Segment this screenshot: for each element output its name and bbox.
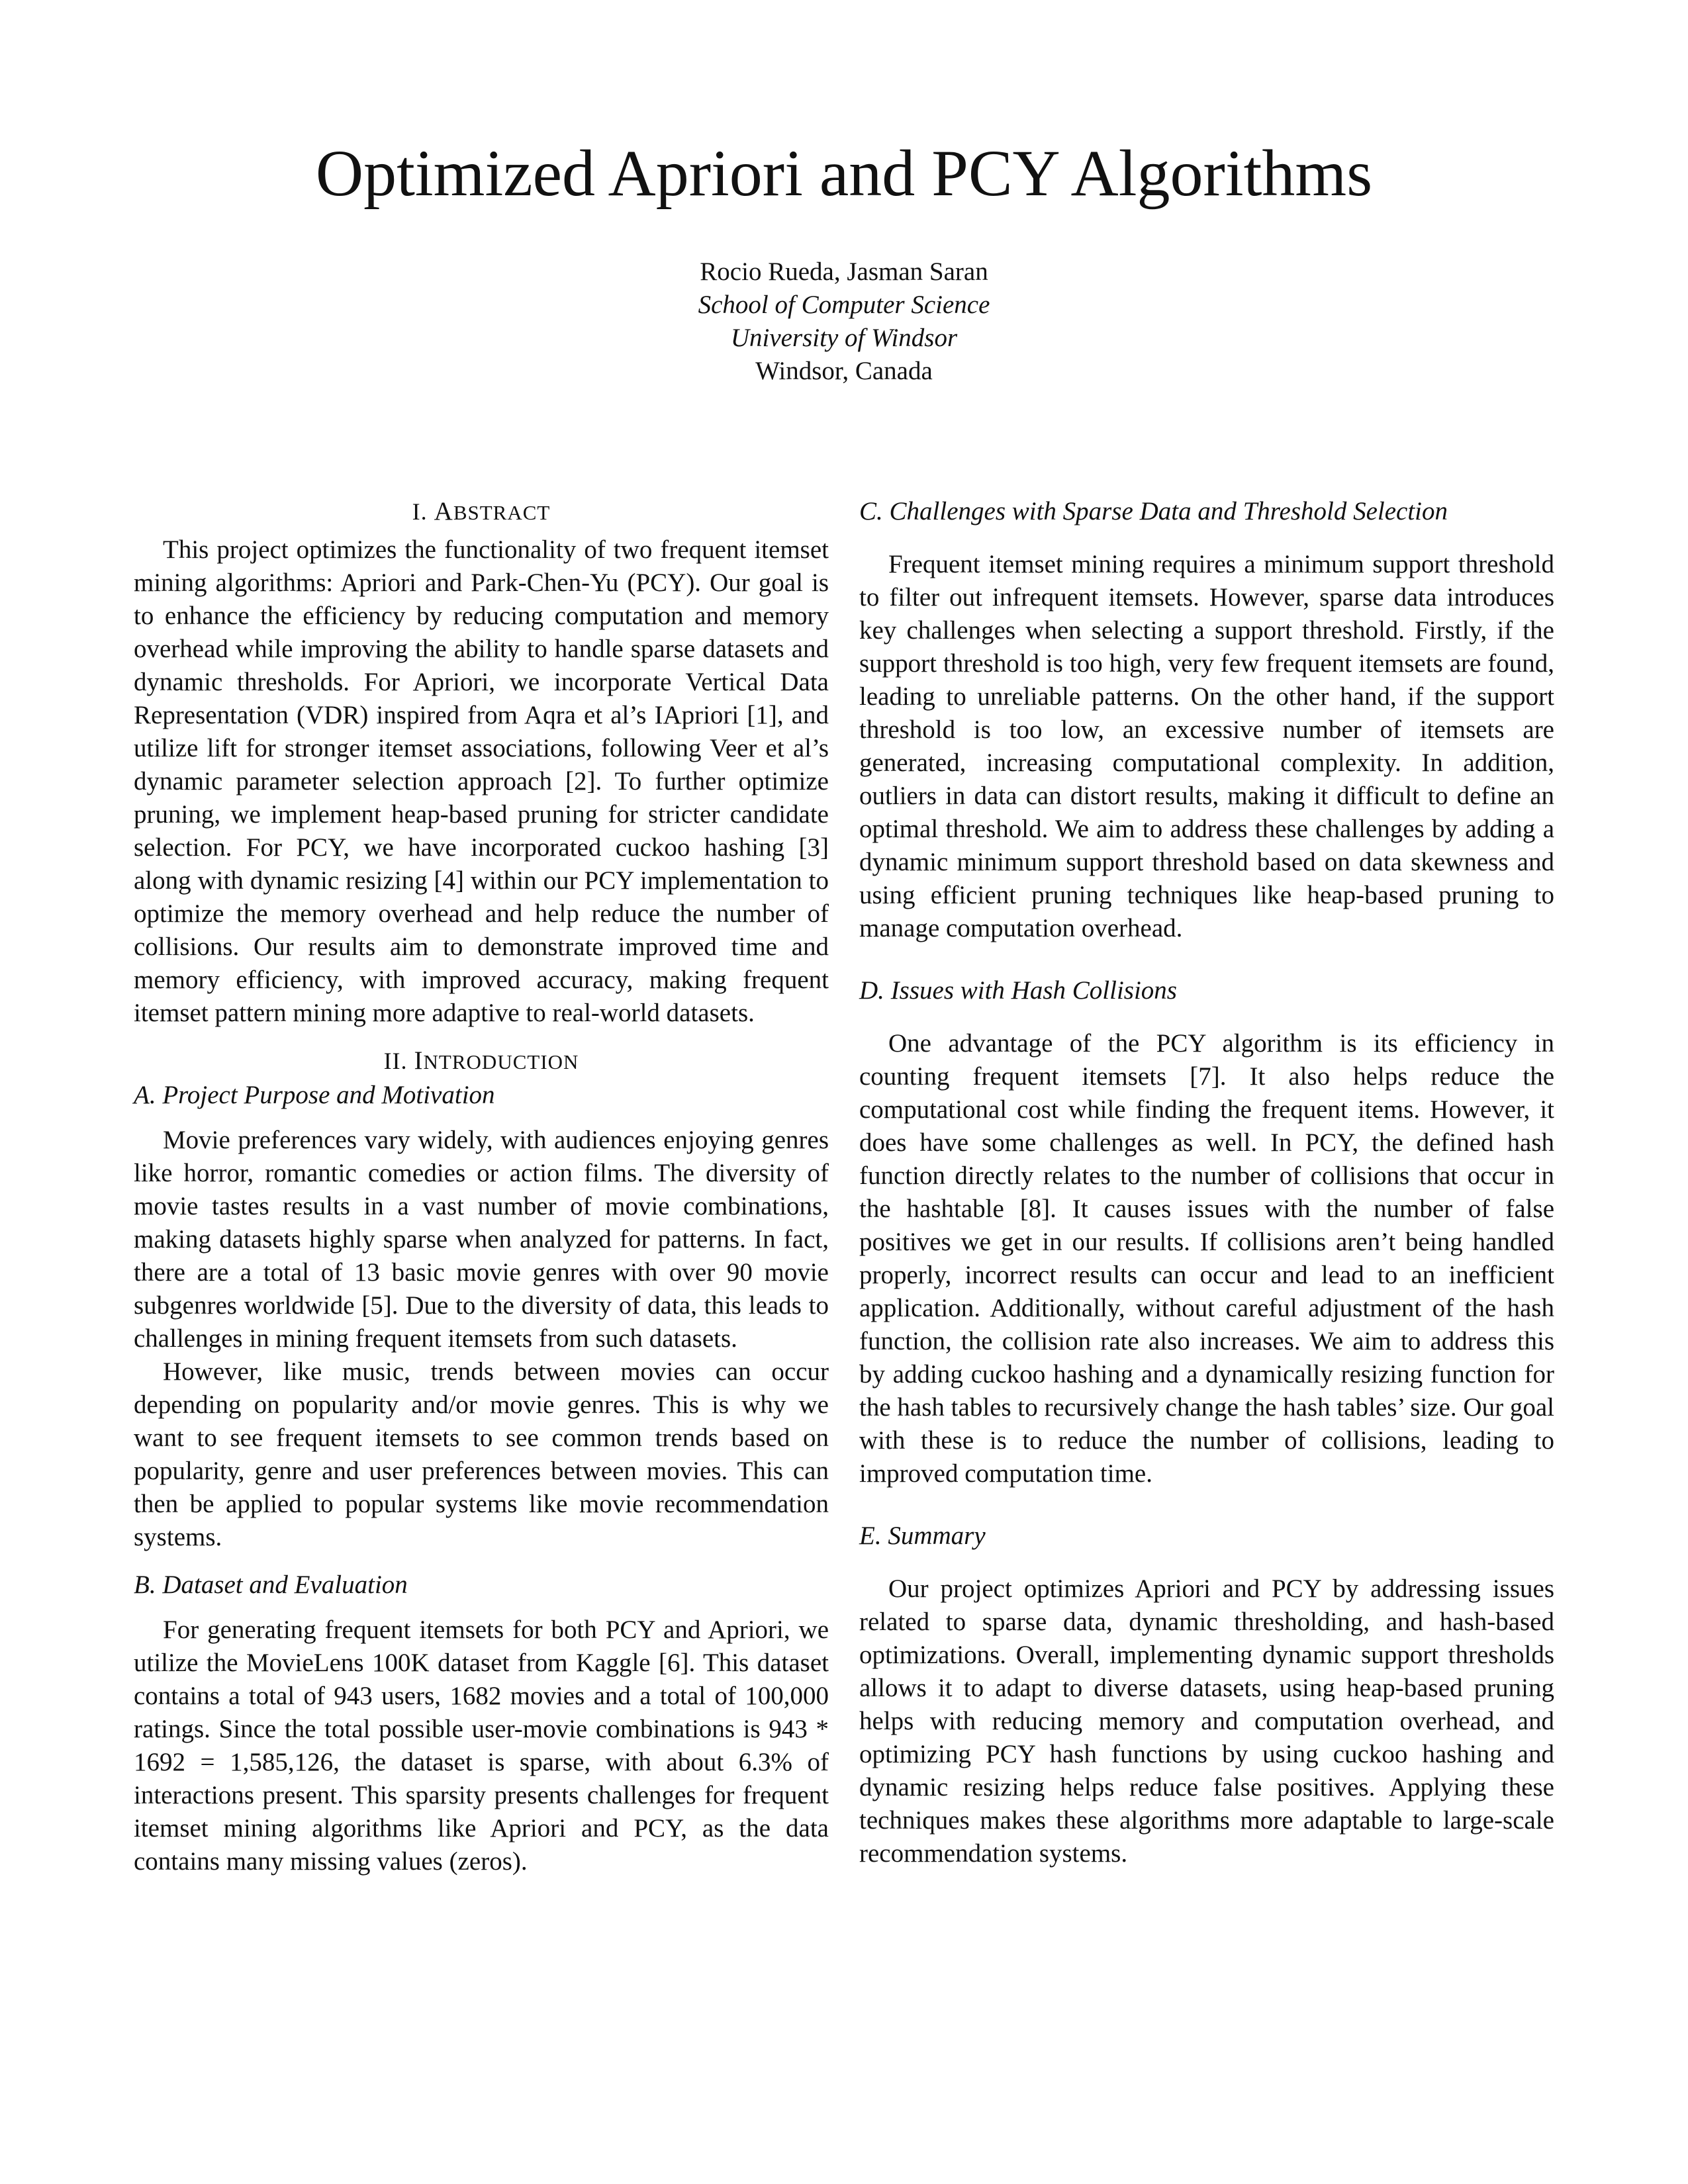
author-location: Windsor, Canada [755, 357, 933, 385]
right-column [859, 495, 1554, 1870]
subsection-a-paragraph-1: Movie preferences vary widely, with audiences enjoying genres like horror, romantic comedies or action films. The diversity of movie tastes results in a vast number of movie combinations, making datasets highly sparse when analyzed for patterns. In fact, there are a total of 13 basic movie genres with over 90 movie subgenres worldwide [5]. Due to the diversity of data, this leads to challenges in mining frequent itemsets from such datasets. [134, 1126, 829, 1353]
subsection-e-heading: E. Summary [859, 1522, 986, 1550]
author-block [0, 255, 1688, 388]
paper-title: Optimized Apriori and PCY Algorithms [315, 136, 1373, 210]
introduction-heading [134, 1044, 829, 1079]
subsection-a-paragraph-2: However, like music, trends between movies can occur depending on popularity and/or movie genres. This is why we want to see frequent itemsets to see common trends based on popularity, genre and user preferences between movies. This can then be applied to popular systems like movie recommendation systems. [134, 1357, 829, 1551]
abstract-heading-rest: BSTRACT [453, 501, 551, 524]
subsection-b-heading: B. Dataset and Evaluation [134, 1570, 408, 1599]
subsection-b-paragraph-1: For generating frequent itemsets for both PCY and Apriori, we utilize the MovieLens 100K dataset from Kaggle [6]. This dataset contains a total of 943 users, 1682 movies and a total of 100,000 ratings. Since the total possible user-movie combinations is 943 * 1692 = 1,585,126, the dataset is sparse, with about 6.3% of interactions present. This sparsity presents challenges for frequent itemset mining algorithms like Apriori and PCY, as the data contains many missing values (zeros). [134, 1615, 829, 1876]
author-university: University of Windsor [730, 324, 958, 352]
abstract-paragraph: This project optimizes the functionality of two frequent itemset mining algorithms: Apriori and Park-Chen-Yu (PCY). Our goal is to enhance the efficiency by reducing computation and memory overhead while improving the ability to handle sparse datasets and dynamic thresholds. For Apriori, we incorporate Vertical Data Representation (VDR) inspired from Aqra et al’s IApriori [1], and utilize lift for stronger itemset associations, following Veer et al’s dynamic parameter selection approach [2]. To further optimize pruning, we implement heap-based pruning for stricter candidate selection. For PCY, we have incorporated cuckoo hashing [3] along with dynamic resizing [4] within our PCY implementation to optimize the memory overhead and help reduce the number of collisions. Our results aim to demonstrate improved time and memory efficiency, with improved accuracy, making frequent itemset pattern mining more adaptive to real-world datasets. [134, 535, 829, 1027]
subsection-a-heading: A. Project Purpose and Motivation [134, 1081, 495, 1109]
subsection-d-paragraph-1: One advantage of the PCY algorithm is its efficiency in counting frequent itemsets [7]. It also helps reduce the computational cost while finding the frequent items. However, it does have some challenges as well. In PCY, the defined hash function directly relates to the number of collisions that occur in the hashtable [8]. It causes issues with the number of false positives we get in our results. If collisions aren’t being handled properly, incorrect results can occur and lead to an inefficient application. Additionally, without careful adjustment of the hash function, the collision rate also increases. We aim to address this by adding cuckoo hashing and a dynamically resizing function for the hash tables to recursively change the hash tables’ size. Our goal with these is to reduce the number of collisions, leading to improved computation time. [859, 1029, 1554, 1488]
subsection-c-heading: C. Challenges with Sparse Data and Threshold Selection [859, 497, 1448, 525]
introduction-heading-initial: I [414, 1046, 424, 1075]
introduction-heading-rest: NTRODUCTION [423, 1050, 579, 1073]
left-column [134, 495, 829, 1878]
author-department: School of Computer Science [698, 291, 990, 319]
abstract-heading [134, 495, 829, 529]
abstract-heading-initial: A [434, 497, 453, 525]
subsection-c-paragraph-1: Frequent itemset mining requires a minimum support threshold to filter out infrequent itemsets. However, sparse data introduces key challenges when selecting a support threshold. Firstly, if the support threshold is too high, very few frequent itemsets are found, leading to unreliable patterns. On the other hand, if the support threshold is too low, an excessive number of itemsets are generated, increasing computational complexity. In addition, outliers in data can distort results, making it difficult to define an optimal threshold. We aim to address these challenges by adding a dynamic minimum support threshold based on data skewness and using efficient pruning techniques like heap-based pruning to manage computation overhead. [859, 550, 1554, 942]
subsection-d-heading: D. Issues with Hash Collisions [859, 976, 1177, 1005]
subsection-e-paragraph-1: Our project optimizes Apriori and PCY by addressing issues related to sparse data, dynamic thresholding, and hash-based optimizations. Overall, implementing dynamic support thresholds allows it to adapt to diverse datasets, using heap-based pruning helps with reducing memory and computation overhead, and optimizing PCY hash functions by using cuckoo hashing and dynamic resizing helps reduce false positives. Applying these techniques makes these algorithms more adaptable to large-scale recommendation systems. [859, 1574, 1554, 1868]
author-names: Rocio Rueda, Jasman Saran [700, 257, 988, 286]
abstract-numeral: I. [412, 498, 434, 525]
introduction-numeral: II. [383, 1048, 414, 1074]
